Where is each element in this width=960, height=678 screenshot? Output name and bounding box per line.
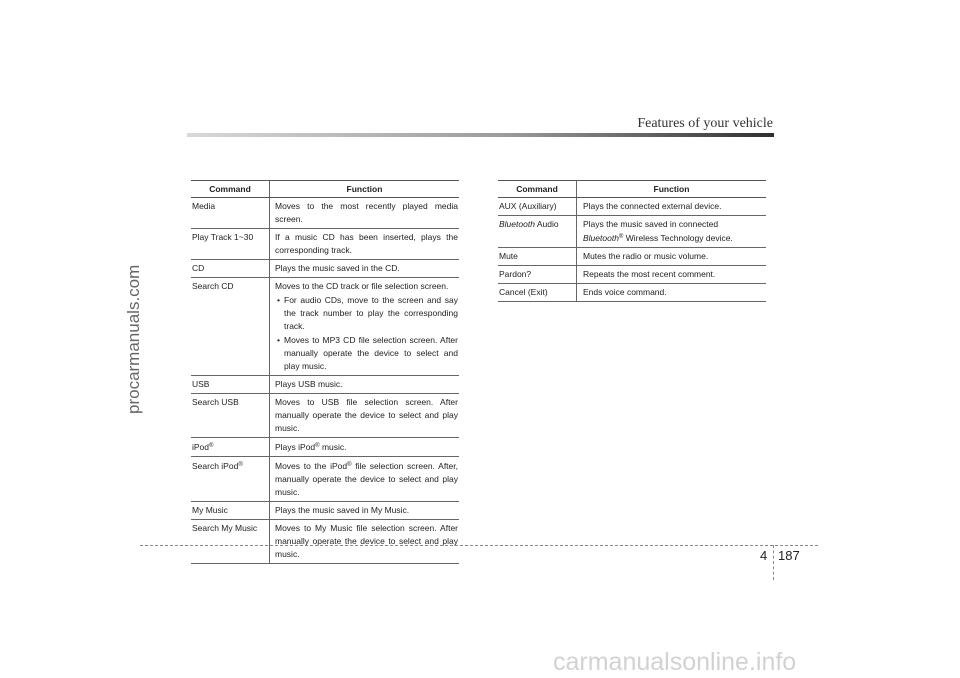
function-cell: Moves to the most recently played media screen. bbox=[270, 198, 460, 229]
table-row bbox=[498, 198, 766, 216]
command-cell: AUX (Auxiliary) bbox=[498, 198, 577, 216]
footer-divider bbox=[773, 545, 774, 580]
command-cell: My Music bbox=[191, 502, 270, 520]
command-cell: Play Track 1~30 bbox=[191, 229, 270, 260]
footer-rule bbox=[140, 545, 818, 546]
command-cell: Search USB bbox=[191, 394, 270, 438]
bottom-watermark: carmanualsonline.info bbox=[553, 648, 797, 676]
registered-mark: ® bbox=[618, 234, 624, 240]
command-cell: Search CD bbox=[191, 278, 270, 376]
table-row bbox=[191, 260, 459, 278]
command-text-italic: Bluetooth bbox=[499, 219, 535, 229]
table-row bbox=[191, 520, 459, 564]
voice-command-table-right bbox=[498, 180, 766, 302]
command-text: Audio bbox=[534, 219, 559, 229]
command-cell: Mute bbox=[498, 248, 577, 266]
table-row bbox=[191, 457, 459, 502]
function-cell: Plays USB music. bbox=[270, 376, 460, 394]
function-column-header: Function bbox=[270, 181, 460, 198]
page-header-title: Features of your vehicle bbox=[637, 116, 773, 131]
registered-mark: ® bbox=[238, 462, 243, 468]
command-cell bbox=[191, 457, 270, 502]
section-number: 4 bbox=[760, 548, 768, 563]
table-row bbox=[191, 198, 459, 229]
function-text: Wireless Technology device. bbox=[623, 233, 733, 243]
function-text-italic: Bluetooth bbox=[583, 233, 619, 243]
function-column-header: Function bbox=[577, 181, 767, 198]
command-cell: Pardon? bbox=[498, 266, 577, 284]
table-row bbox=[498, 266, 766, 284]
table-row bbox=[191, 502, 459, 520]
table-row bbox=[191, 278, 459, 376]
function-cell bbox=[270, 457, 460, 502]
command-cell bbox=[191, 438, 270, 457]
table-row bbox=[498, 248, 766, 266]
command-cell: Media bbox=[191, 198, 270, 229]
registered-mark: ® bbox=[347, 462, 352, 468]
command-column-header: Command bbox=[191, 181, 270, 198]
registered-mark: ® bbox=[209, 443, 214, 449]
table-row bbox=[191, 376, 459, 394]
page-number: 187 bbox=[778, 548, 800, 563]
command-text: Search iPod bbox=[192, 461, 239, 471]
side-watermark: procarmanuals.com bbox=[124, 264, 143, 414]
registered-mark: ® bbox=[315, 443, 320, 449]
function-cell: Repeats the most recent comment. bbox=[577, 266, 767, 284]
table-header-row bbox=[498, 181, 766, 198]
function-text: Plays iPod bbox=[275, 442, 316, 452]
function-cell: Mutes the radio or music volume. bbox=[577, 248, 767, 266]
function-cell: Plays the music saved in the CD. bbox=[270, 260, 460, 278]
table-row bbox=[498, 216, 766, 248]
header-rule bbox=[187, 133, 774, 137]
function-cell: Moves to My Music file selection screen. After manually operate the device to select and play music. bbox=[270, 520, 460, 564]
function-cell: Ends voice command. bbox=[577, 284, 767, 302]
command-text: iPod bbox=[192, 442, 210, 452]
command-cell: Search My Music bbox=[191, 520, 270, 564]
command-cell bbox=[498, 216, 577, 248]
function-cell: Plays the connected external device. bbox=[577, 198, 767, 216]
function-text: file selection screen. After, manually operate the device to select and play music. bbox=[275, 461, 458, 497]
table-row bbox=[191, 229, 459, 260]
command-cell: Cancel (Exit) bbox=[498, 284, 577, 302]
function-cell bbox=[270, 438, 460, 457]
function-cell: If a music CD has been inserted, plays the corresponding track. bbox=[270, 229, 460, 260]
function-text: Moves to the CD track or file selection screen. bbox=[275, 281, 449, 291]
function-cell: Plays the music saved in My Music. bbox=[270, 502, 460, 520]
voice-command-table-left bbox=[191, 180, 459, 564]
function-text: Moves to the iPod bbox=[275, 461, 348, 471]
bullet-item: • Moves to MP3 CD file selection screen. After manually operate the device to select and play music. bbox=[275, 334, 458, 373]
table-row bbox=[191, 438, 459, 457]
bullet-item: • For audio CDs, move to the screen and say the track number to play the corresponding track. bbox=[275, 294, 458, 333]
function-cell bbox=[577, 216, 767, 248]
table-row bbox=[191, 394, 459, 438]
command-cell: USB bbox=[191, 376, 270, 394]
table-row bbox=[498, 284, 766, 302]
table-header-row bbox=[191, 181, 459, 198]
command-cell: CD bbox=[191, 260, 270, 278]
function-text: music. bbox=[319, 442, 347, 452]
command-column-header: Command bbox=[498, 181, 577, 198]
function-cell bbox=[270, 278, 460, 376]
function-text: Plays the music saved in connected bbox=[583, 219, 719, 229]
function-cell: Moves to USB file selection screen. After manually operate the device to select and play music. bbox=[270, 394, 460, 438]
